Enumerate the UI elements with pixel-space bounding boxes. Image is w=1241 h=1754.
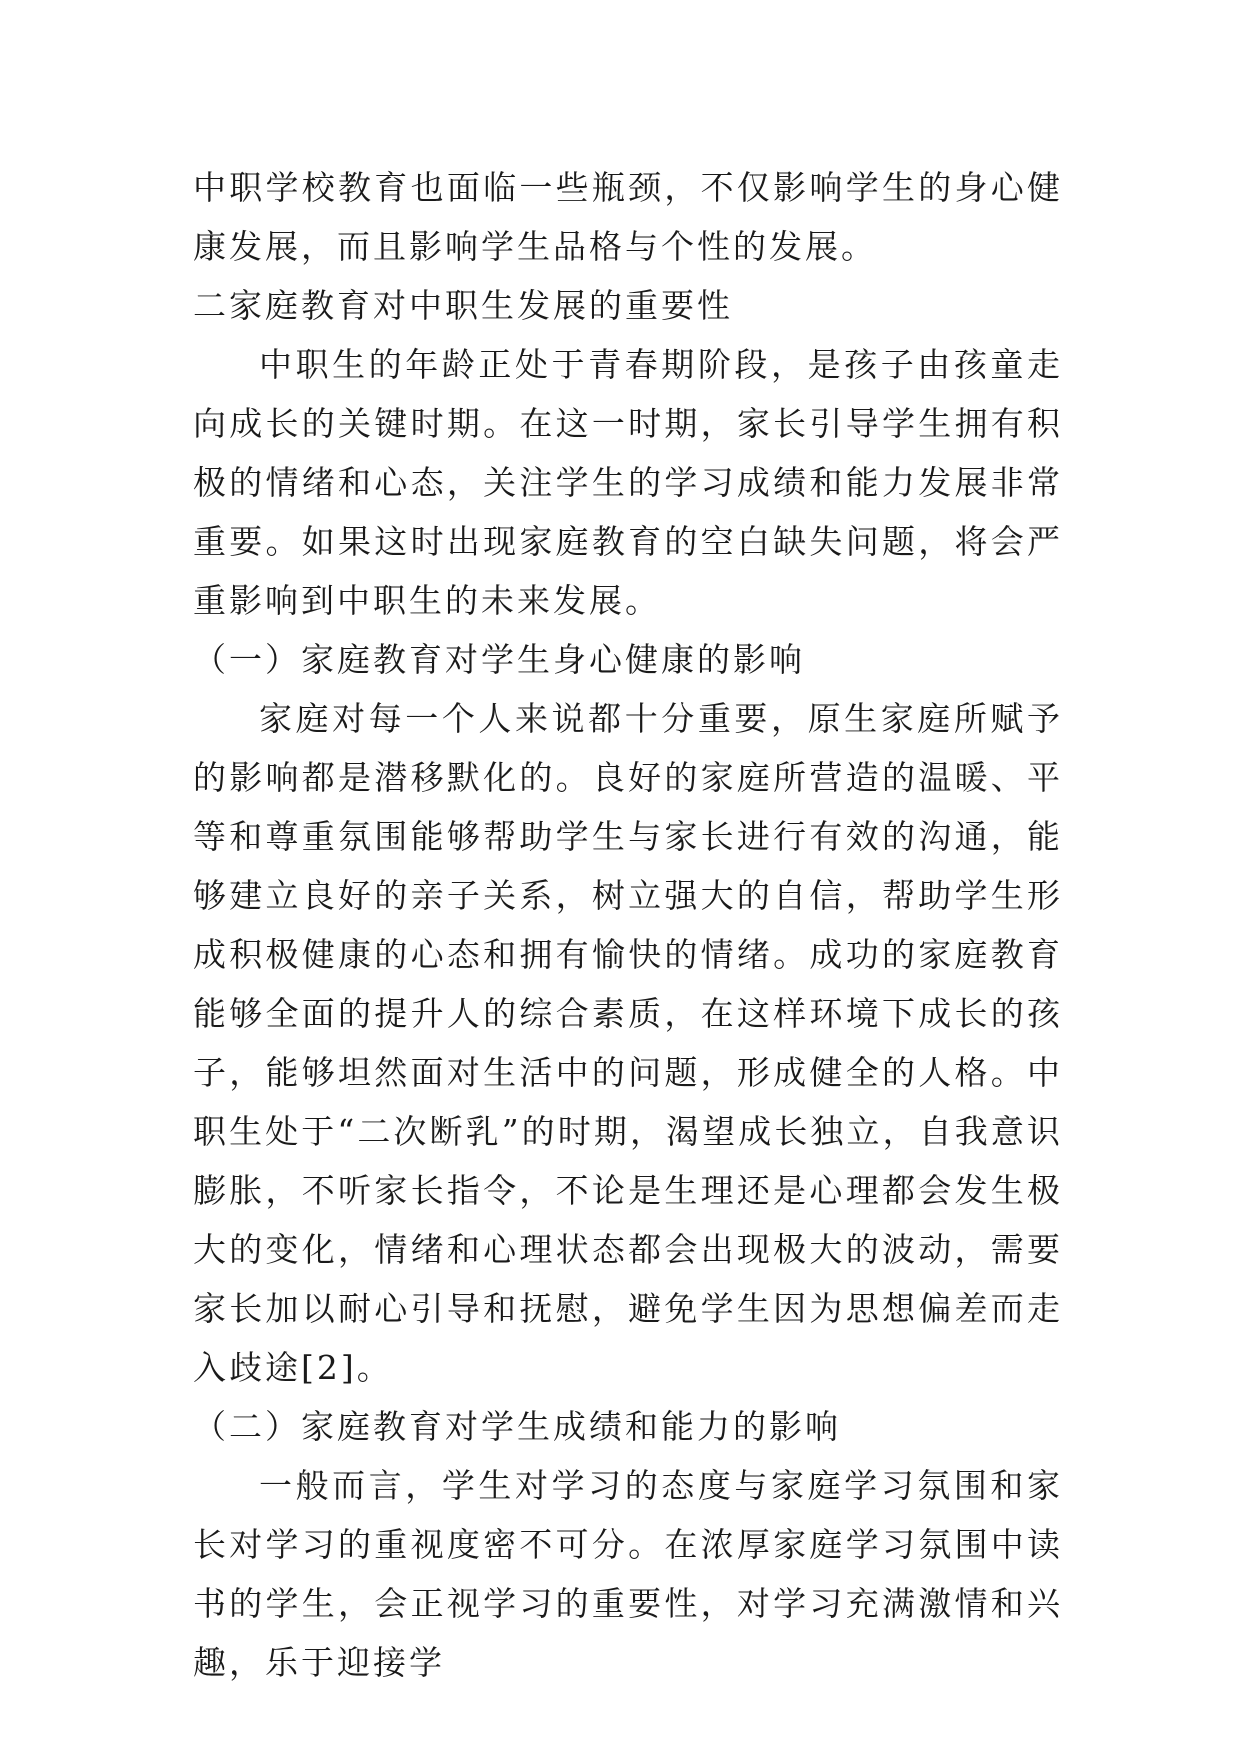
paragraph-continuation: 中职学校教育也面临一些瓶颈，不仅影响学生的身心健康发展，而且影响学生品格与个性的发展。 [193,168,1063,266]
body-paragraph: 中职生的年龄正处于青春期阶段，是孩子由孩童走向成长的关键时期。在这一时期，家长引导学生拥有积极的情绪和心态，关注学生的学习成绩和能力发展非常重要。如果这时出现家庭教育的空白缺失问题，将会严重影响到中职生的未来发展。 [193,345,1063,620]
body-paragraph: 一般而言，学生对学习的态度与家庭学习氛围和家长对学习的重视度密不可分。在浓厚家庭学习氛围中读书的学生，会正视学习的重要性，对学习充满激情和兴趣，乐于迎接学 [193,1466,1063,1682]
document-body [193,158,1063,1692]
section-heading: 二家庭教育对中职生发展的重要性 [193,286,733,325]
body-paragraph: 家庭对每一个人来说都十分重要，原生家庭所赋予的影响都是潜移默化的。良好的家庭所营造的温暖、平等和尊重氛围能够帮助学生与家长进行有效的沟通，能够建立良好的亲子关系，树立强大的自信，帮助学生形成积极健康的心态和拥有愉快的情绪。成功的家庭教育能够全面的提升人的综合素质，在这样环境下成长的孩子，能够坦然面对生活中的问题，形成健全的人格。中职生处于“二次断乳”的时期，渴望成长独立，自我意识膨胀，不听家长指令，不论是生理还是心理都会发生极大的变化，情绪和心理状态都会出现极大的波动，需要家长加以耐心引导和抚慰，避免学生因为思想偏差而走入歧途[2]。 [193,699,1063,1387]
subsection-heading-2: （二）家庭教育对学生成绩和能力的影响 [193,1407,841,1446]
subsection-heading-1: （一）家庭教育对学生身心健康的影响 [193,640,805,679]
